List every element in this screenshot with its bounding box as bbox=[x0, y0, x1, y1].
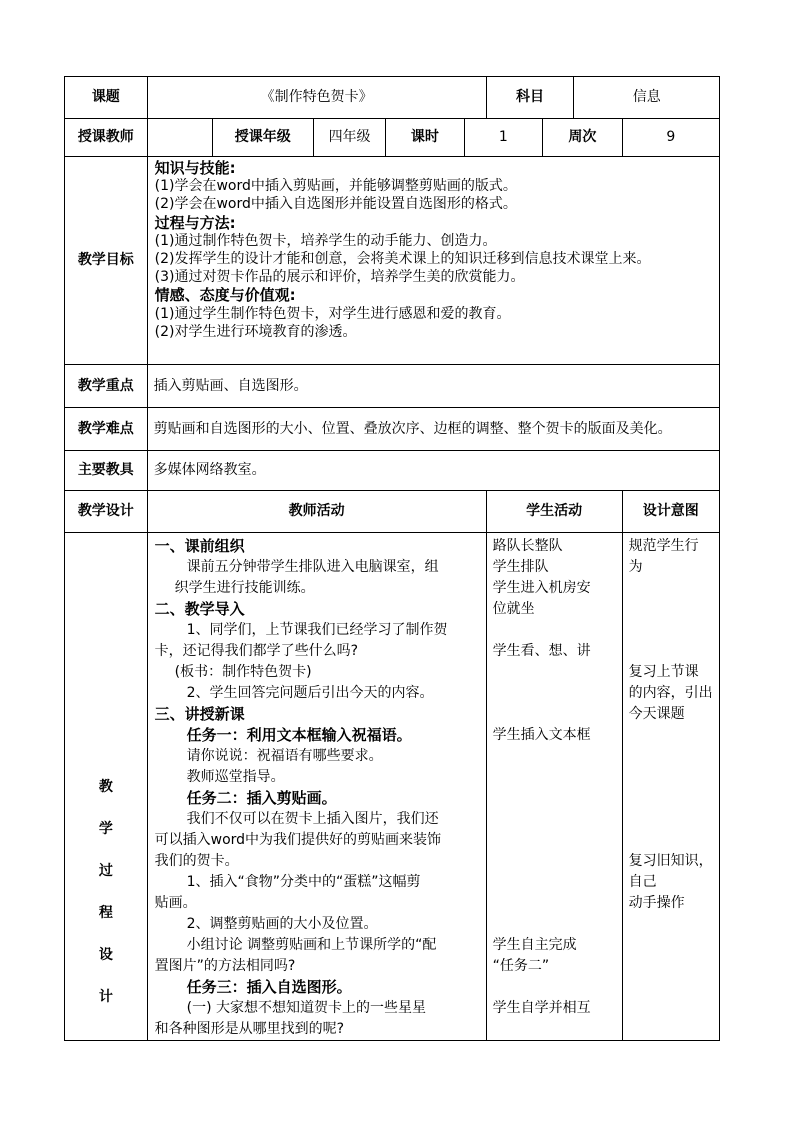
intent-line bbox=[629, 746, 713, 767]
row-tools bbox=[65, 451, 720, 491]
row-goals bbox=[65, 157, 720, 365]
student-activity-line bbox=[493, 851, 616, 872]
tools-value: 多媒体网络教室。 bbox=[147, 451, 719, 491]
week-value: 9 bbox=[622, 119, 719, 157]
teacher-activity-line: 我们不仅可以在贺卡上插入图片，我们还 bbox=[186, 811, 439, 827]
student-activity-line bbox=[493, 620, 616, 641]
teacher-activity-line: (一) 大家想不想知道贺卡上的一些星星 bbox=[186, 1000, 427, 1016]
teacher-activity-line: 请你说说：祝福语有哪些要求。 bbox=[186, 748, 383, 764]
row-key-points bbox=[65, 365, 720, 408]
goals-line: (1)通过制作特色贺卡，培养学生的动手能力、创造力。 bbox=[154, 232, 497, 249]
teacher-activity-line: 任务一：利用文本框输入祝福语。 bbox=[186, 726, 412, 744]
teacher-activity-line: 任务二：插入剪贴画。 bbox=[186, 789, 337, 807]
student-activity-line bbox=[493, 767, 616, 788]
intent-line bbox=[629, 578, 713, 599]
goals-heading: 知识与技能: bbox=[154, 159, 236, 177]
key-points-value: 插入剪贴画、自选图形。 bbox=[147, 365, 719, 408]
grade-label: 授课年级 bbox=[212, 119, 313, 157]
goals-heading: 情感、态度与价值观: bbox=[154, 286, 296, 305]
intent-line bbox=[629, 599, 713, 620]
teacher-activity-line: 和各种图形是从哪里找到的呢? bbox=[154, 1021, 345, 1037]
teacher-activity-cell bbox=[147, 533, 486, 1041]
intent-line: 今天课题 bbox=[628, 706, 685, 722]
process-label bbox=[65, 533, 148, 1041]
student-activity-line: 学生看、想、讲 bbox=[492, 643, 591, 659]
teacher-value bbox=[147, 119, 212, 157]
topic-value: 《制作特色贺卡》 bbox=[147, 77, 486, 119]
intent-line: 自己 bbox=[628, 874, 657, 890]
student-activity-line: “任务二” bbox=[492, 958, 550, 974]
teacher-activity-line: 2、学生回答完问题后引出今天的内容。 bbox=[186, 685, 434, 701]
process-label-char: 学 bbox=[98, 820, 113, 837]
student-activity-line: 学生插入文本框 bbox=[492, 727, 591, 743]
subject-label: 科目 bbox=[486, 77, 574, 119]
teacher-activity-line: 贴画。 bbox=[154, 895, 197, 911]
goals-label: 教学目标 bbox=[65, 157, 148, 365]
intent-line bbox=[629, 788, 713, 809]
student-activity-line: 位就坐 bbox=[492, 601, 535, 617]
teacher-activity-line: 织学生进行技能训练。 bbox=[174, 580, 315, 596]
process-label-char: 设 bbox=[98, 946, 113, 963]
design-label: 教学设计 bbox=[65, 491, 148, 533]
teacher-activity-line: 可以插入word中为我们提供好的剪贴画来装饰 bbox=[154, 832, 442, 848]
difficulties-label: 教学难点 bbox=[65, 408, 148, 451]
lesson-plan-table bbox=[64, 76, 720, 1041]
student-activity-line bbox=[493, 893, 616, 914]
intent-line bbox=[629, 767, 713, 788]
student-activity-line bbox=[493, 977, 616, 998]
grade-value: 四年级 bbox=[313, 119, 385, 157]
goals-line: (1)通过学生制作特色贺卡，对学生进行感恩和爱的教育。 bbox=[154, 305, 511, 322]
intent-line: 复习上节课 bbox=[628, 664, 699, 680]
student-activity-line: 学生自主完成 bbox=[492, 937, 577, 953]
process-label-char: 程 bbox=[98, 904, 113, 921]
teacher-activity-line: 二、教学导入 bbox=[154, 600, 245, 618]
intent-line: 的内容，引出 bbox=[628, 685, 713, 701]
intent-line bbox=[629, 620, 713, 641]
intent-line: 为 bbox=[628, 559, 643, 575]
teacher-activity-line: 小组讨论 调整剪贴画和上节课所学的“配 bbox=[186, 937, 437, 953]
teacher-activity-line: 我们的贺卡。 bbox=[154, 853, 239, 869]
teacher-activity-line: 1、同学们，上节课我们已经学习了制作贺 bbox=[186, 622, 448, 638]
teacher-activity-line: 2、调整剪贴画的大小及位置。 bbox=[186, 916, 378, 932]
difficulties-value: 剪贴画和自选图形的大小、位置、叠放次序、边框的调整、整个贺卡的版面及美化。 bbox=[147, 408, 719, 451]
period-label: 课时 bbox=[386, 119, 464, 157]
goals-line: (3)通过对贺卡作品的展示和评价，培养学生美的欣赏能力。 bbox=[154, 269, 525, 286]
student-activity-line bbox=[493, 683, 616, 704]
goals-line: (2)发挥学生的设计才能和创意，会将美术课上的知识迁移到信息技术课堂上来。 bbox=[154, 251, 651, 268]
week-label: 周次 bbox=[543, 119, 623, 157]
goals-content bbox=[147, 157, 719, 365]
intent-line: 动手操作 bbox=[628, 895, 685, 911]
student-activity-line bbox=[493, 704, 616, 725]
intent-line bbox=[629, 830, 713, 851]
teacher-activity-line: 三、讲授新课 bbox=[154, 705, 245, 723]
teacher-activity-line: 1、插入“食物”分类中的“蛋糕”这幅剪 bbox=[186, 874, 421, 890]
student-activity-cell bbox=[486, 533, 622, 1041]
student-activity-header: 学生活动 bbox=[486, 491, 622, 533]
intent-header: 设计意图 bbox=[622, 491, 719, 533]
subject-value: 信息 bbox=[574, 77, 720, 119]
teacher-activity-header: 教师活动 bbox=[147, 491, 486, 533]
intent-line bbox=[629, 641, 713, 662]
teacher-activity-line: 任务三：插入自选图形。 bbox=[186, 978, 352, 996]
period-value: 1 bbox=[464, 119, 542, 157]
teacher-label: 授课教师 bbox=[65, 119, 148, 157]
teacher-activity-line: (板书：制作特色贺卡) bbox=[174, 664, 312, 680]
key-points-label: 教学重点 bbox=[65, 365, 148, 408]
student-activity-line bbox=[493, 746, 616, 767]
student-activity-line: 学生排队 bbox=[492, 559, 549, 575]
row-difficulties bbox=[65, 408, 720, 451]
teacher-activity-line: 置图片”的方法相同吗? bbox=[154, 958, 296, 974]
goals-line: (1)学会在word中插入剪贴画，并能够调整剪贴画的版式。 bbox=[154, 178, 517, 195]
process-label-char: 过 bbox=[98, 862, 113, 879]
topic-label: 课题 bbox=[65, 77, 148, 119]
intent-line bbox=[629, 725, 713, 746]
student-activity-line: 学生自学并相互 bbox=[492, 1000, 591, 1016]
intent-line: 复习旧知识， bbox=[628, 853, 713, 869]
teacher-activity-line: 一、课前组织 bbox=[154, 537, 245, 555]
goals-lines bbox=[155, 159, 713, 341]
student-activity-line: 路队长整队 bbox=[492, 538, 563, 554]
teacher-activity-line: 课前五分钟带学生排队进入电脑课室，组 bbox=[186, 559, 439, 575]
row-topic bbox=[65, 77, 720, 119]
student-activity-line bbox=[493, 872, 616, 893]
intent-cell bbox=[622, 533, 719, 1041]
student-activity-line bbox=[493, 830, 616, 851]
row-teacher bbox=[65, 119, 720, 157]
student-activity-line: 学生进入机房安 bbox=[492, 580, 591, 596]
goals-heading: 过程与方法: bbox=[154, 213, 236, 232]
intent-line: 规范学生行 bbox=[628, 538, 699, 554]
teacher-activity-line: 教师巡堂指导。 bbox=[186, 769, 285, 785]
row-design-header bbox=[65, 491, 720, 533]
row-process bbox=[65, 533, 720, 1041]
process-label-char: 教 bbox=[98, 778, 113, 795]
student-activity-line bbox=[493, 809, 616, 830]
student-activity-line bbox=[493, 914, 616, 935]
process-label-char: 计 bbox=[98, 988, 113, 1005]
tools-label: 主要教具 bbox=[65, 451, 148, 491]
student-activity-line bbox=[493, 662, 616, 683]
intent-line bbox=[629, 809, 713, 830]
goals-line: (2)学会在word中插入自选图形并能设置自选图形的格式。 bbox=[154, 196, 517, 213]
goals-line: (2)对学生进行环境教育的渗透。 bbox=[154, 323, 357, 340]
teacher-activity-line: 卡，还记得我们都学了些什么吗? bbox=[154, 643, 359, 659]
student-activity-line bbox=[493, 788, 616, 809]
